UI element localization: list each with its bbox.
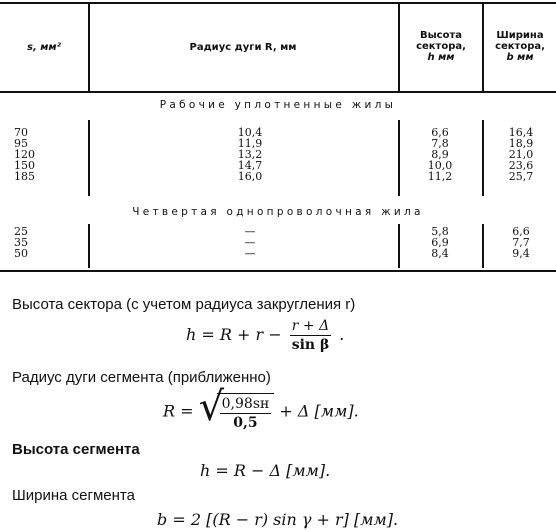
table-cell: 8,4	[431, 247, 449, 260]
segment-width-label: Ширина сегмента	[12, 487, 135, 504]
table-cell: 7,7	[512, 236, 530, 249]
table-cell: 18,9	[508, 137, 534, 150]
sector-height-formula	[186, 318, 344, 353]
header-width-line2: сектора,	[495, 41, 545, 52]
table-cell: 11,9	[237, 137, 263, 150]
arc-radius-formula	[163, 384, 359, 431]
section2-radius-column	[200, 226, 300, 259]
section1-area-column	[14, 127, 54, 182]
table-cell: 25	[14, 225, 28, 238]
square-root	[198, 384, 275, 431]
formula-tail: .	[339, 325, 345, 344]
section2-divider-3	[482, 224, 484, 268]
table-cell: —	[244, 236, 256, 249]
section1-width-column	[486, 127, 556, 182]
segment-width-formula: b = 2 [(R − r) sin γ + r] [мм].	[157, 510, 399, 529]
formula-tail: + Δ [мм].	[279, 401, 359, 421]
table-cell: 16,4	[508, 126, 534, 139]
fraction	[290, 318, 331, 353]
table-cell: 25,7	[508, 170, 534, 183]
section-label-working-cores: Рабочие уплотненные жилы	[159, 99, 397, 111]
header-area: s, мм²	[27, 42, 61, 53]
table-cell: 5,8	[431, 225, 449, 238]
arc-radius-label: Радиус дуги сегмента (приближенно)	[12, 369, 271, 386]
table-cell: 150	[14, 159, 35, 172]
table-cell: 21,0	[508, 148, 534, 161]
table-cell: —	[244, 225, 256, 238]
fraction-denominator: 0,5	[233, 415, 258, 431]
table-cell: 6,9	[431, 236, 449, 249]
section2-height-column	[400, 226, 480, 259]
header-bottom-rule	[0, 91, 556, 93]
header-width-line3: b мм	[506, 52, 534, 63]
section2-width-column	[486, 226, 556, 259]
radical-sign-icon: √	[198, 384, 225, 430]
table-cell: 6,6	[431, 126, 449, 139]
section1-height-column	[400, 127, 480, 182]
table-cell: 6,6	[512, 225, 530, 238]
table-cell: 10,4	[237, 126, 263, 139]
table-cell: 35	[14, 236, 28, 249]
fraction-denominator: sin β	[291, 337, 330, 353]
header-height-line1: Высота	[419, 30, 462, 41]
header-sector-width	[484, 30, 556, 63]
table-cell: 70	[14, 126, 28, 139]
table-cell: 16,0	[237, 170, 263, 183]
table-cell: —	[244, 247, 256, 260]
segment-height-label: Высота сегмента	[12, 441, 140, 458]
square-root-body	[217, 393, 275, 431]
section2-divider-1	[88, 224, 90, 268]
table-cell: 185	[14, 170, 35, 183]
table-cell: 50	[14, 247, 28, 260]
table-cell: 120	[14, 148, 35, 161]
table-bottom-rule	[0, 270, 556, 272]
header-arc-radius: Радиус дуги R, мм	[189, 42, 297, 53]
sector-height-label: Высота сектора (с учетом радиуса закругления r)	[12, 296, 356, 313]
table-cell: 8,9	[431, 148, 449, 161]
table-cell: 10,0	[427, 159, 453, 172]
table-cell: 11,2	[427, 170, 453, 183]
header-sector-height	[400, 30, 482, 63]
table-cell: 9,4	[512, 247, 530, 260]
table-cell: 95	[14, 137, 28, 150]
table-cell: 14,7	[237, 159, 263, 172]
fraction	[220, 396, 272, 431]
table-cell: 13,2	[237, 148, 263, 161]
header-height-line2: сектора,	[416, 41, 466, 52]
table-top-rule	[0, 2, 556, 4]
header-height-line3: h мм	[427, 52, 455, 63]
fraction-numerator: 0,98sн	[221, 396, 270, 412]
segment-height-formula: h = R − Δ [мм].	[200, 461, 331, 480]
table-cell: 23,6	[508, 159, 534, 172]
table-cell: 7,8	[431, 137, 449, 150]
formula-lhs: R =	[163, 401, 194, 421]
section1-divider-1	[88, 120, 90, 196]
header-width-line1: Ширина	[496, 30, 544, 41]
section1-radius-column	[200, 127, 300, 182]
section2-area-column	[14, 226, 54, 259]
section-label-fourth-core: Четвертая однопроволочная жила	[132, 206, 424, 218]
section1-divider-3	[482, 120, 484, 196]
formula-lhs: h = R + r −	[186, 325, 282, 344]
fraction-numerator: r + Δ	[291, 318, 330, 334]
